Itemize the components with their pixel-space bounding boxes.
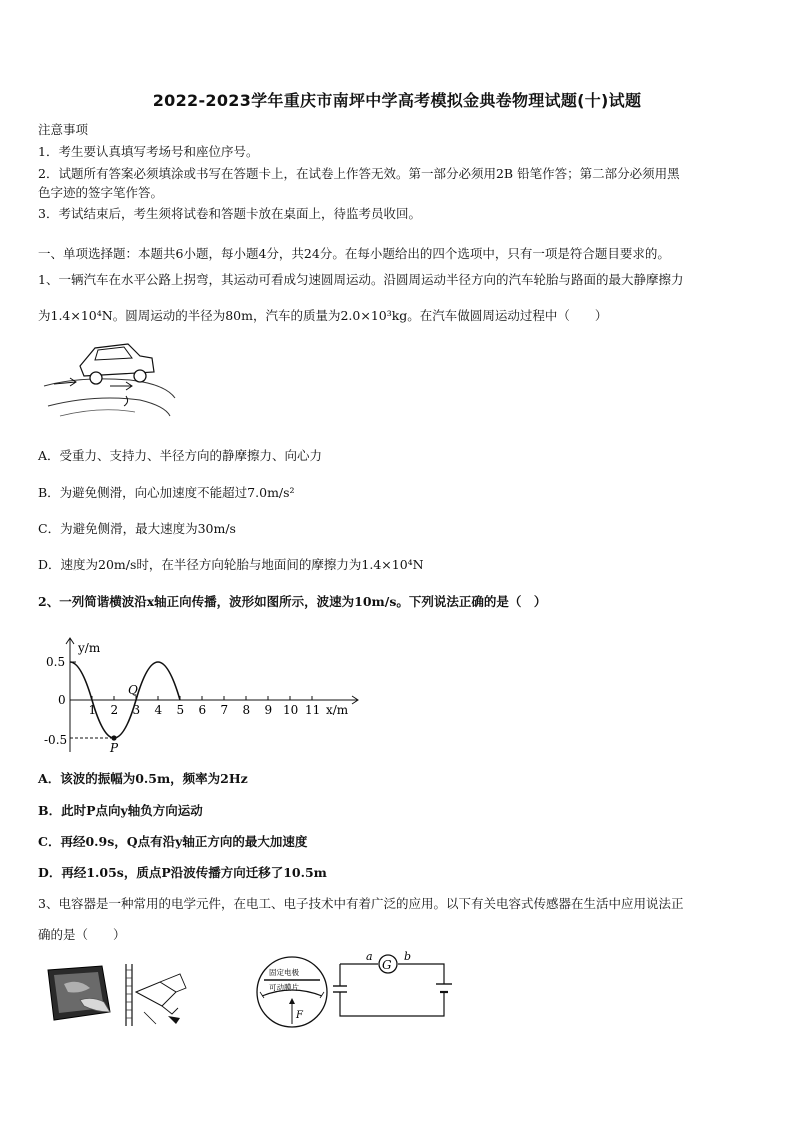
- fixed-electrode-label: 固定电极: [269, 968, 299, 977]
- q1-stem-line2: 为1.4×10⁴N。圆周运动的半径为80m，汽车的质量为2.0×10³kg。在汽车做圆周运动过程中（ ）: [38, 308, 608, 323]
- force-label: F: [296, 1010, 303, 1021]
- q1-option-a: A．受重力、支持力、半径方向的静摩擦力、向心力: [38, 448, 323, 463]
- x-tick-label-9: 9: [264, 703, 273, 717]
- x-tick-label-5: 5: [176, 703, 185, 717]
- x-tick-label-6: 6: [198, 703, 207, 717]
- terminal-a-label: a: [366, 950, 373, 963]
- touch-screen-illustration: [44, 962, 114, 1024]
- car-turning-illustration: [40, 336, 180, 418]
- circuit-illustration: [330, 950, 456, 1022]
- x-tick-label-8: 8: [242, 703, 251, 717]
- point-p-label: P: [110, 741, 119, 755]
- q2-option-c: C．再经0.9s，Q点有沿y轴正方向的最大加速度: [38, 834, 308, 849]
- q1-stem-line1: 1、一辆汽车在水平公路上拐弯，其运动可看成匀速圆周运动。沿圆周运动半径方向的汽车轮胎与路面的最大静摩擦力: [38, 272, 684, 287]
- x-ticks: [89, 696, 321, 717]
- galvanometer-label: G: [382, 958, 392, 972]
- terminal-b-label: b: [404, 950, 412, 963]
- x-tick-label-10: 10: [283, 703, 299, 717]
- notice-item-1: 1．考生要认真填写考场号和座位序号。: [38, 144, 259, 159]
- section-heading: 一、单项选择题：本题共6小题，每小题4分，共24分。在每小题给出的四个选项中，只有一项是符合题目要求的。: [38, 246, 670, 261]
- mechanism-illustration: [116, 962, 196, 1028]
- notice-item-2-cont: 色字迹的签字笔作答。: [38, 185, 164, 200]
- x-axis-label: x/m: [326, 703, 349, 717]
- q2-option-d: D．再经1.05s，质点P沿波传播方向迁移了10.5m: [38, 865, 327, 880]
- x-tick-label-2: 2: [110, 703, 119, 717]
- x-tick-label-1: 1: [88, 703, 97, 717]
- q3-stem-line2: 确的是（ ）: [38, 927, 126, 942]
- x-tick-label-7: 7: [220, 703, 229, 717]
- pressure-sensor-illustration: [254, 954, 330, 1030]
- q1-option-d: D．速度为20m/s时，在半径方向轮胎与地面间的摩擦力为1.4×10⁴N: [38, 557, 424, 572]
- notice-item-2: 2．试题所有答案必须填涂或书写在答题卡上，在试卷上作答无效。第一部分必须用2B 铅笔作答；第二部分必须用黑: [38, 166, 680, 181]
- notice-heading: 注意事项: [38, 122, 89, 137]
- movable-membrane-label: 可动膜片: [269, 983, 299, 992]
- point-q-label: Q: [128, 683, 138, 697]
- q2-option-b: B．此时P点向y轴负方向运动: [38, 803, 203, 818]
- page-title: 2022-2023学年重庆市南坪中学高考模拟金典卷物理试题(十)试题: [152, 91, 642, 110]
- y-axis-label: y/m: [78, 641, 101, 655]
- point-p-marker: [111, 735, 116, 740]
- q1-option-b: B．为避免侧滑，向心加速度不能超过7.0m/s²: [38, 485, 295, 500]
- q2-stem: 2、一列简谐横波沿x轴正向传播，波形如图所示，波速为10m/s。下列说法正确的是（ ）: [38, 594, 547, 609]
- x-tick-label-4: 4: [154, 703, 163, 717]
- y-tick-0.5: 0.5: [46, 655, 66, 669]
- notice-item-3: 3．考试结束后，考生须将试卷和答题卡放在桌面上，待监考员收回。: [38, 206, 421, 221]
- y-tick-neg0.5: -0.5: [44, 733, 68, 747]
- wave-graph: [40, 632, 370, 757]
- x-tick-label-11: 11: [305, 703, 321, 717]
- q1-option-c: C．为避免侧滑，最大速度为30m/s: [38, 521, 236, 536]
- q3-stem-line1: 3、电容器是一种常用的电学元件，在电工、电子技术中有着广泛的应用。以下有关电容式传感器在生活中应用说法正: [38, 896, 684, 911]
- x-tick-label-3: 3: [132, 703, 141, 717]
- y-tick-0: 0: [58, 693, 66, 707]
- q2-option-a: A．该波的振幅为0.5m，频率为2Hz: [38, 771, 248, 786]
